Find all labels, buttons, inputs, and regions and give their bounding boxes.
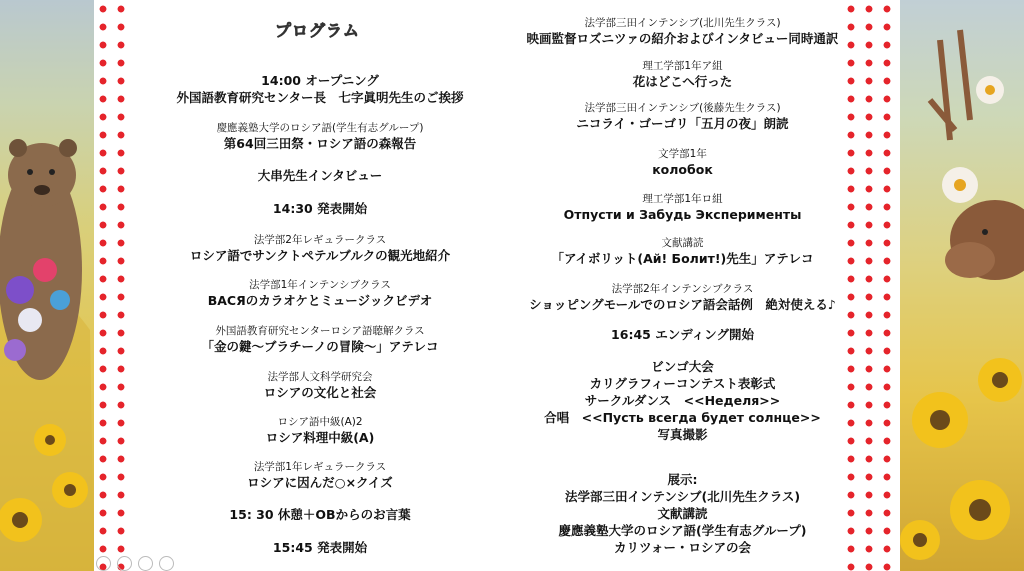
item-main: ロシア語でサンクトペテルブルクの観光地紹介 bbox=[189, 248, 451, 263]
list-item bbox=[505, 236, 860, 267]
item-main: 16:45 エンディング開始 bbox=[611, 327, 754, 342]
left-dot-border bbox=[94, 0, 130, 571]
item-sub: 法学部人文科学研究会 bbox=[267, 371, 373, 383]
item-main: 15:45 発表開始 bbox=[272, 540, 368, 555]
item-main: 14:00 オープニング bbox=[261, 73, 379, 88]
item-main: 映画監督ロズニツァの紹介およびインタビュー同時通訳 bbox=[526, 31, 839, 46]
item-main: BACЯのカラオケとミュージックビデオ bbox=[207, 293, 433, 308]
list-item bbox=[505, 471, 860, 556]
item-sub: 慶應義塾大学のロシア語(学生有志グループ) bbox=[216, 122, 424, 134]
item-sub: 法学部1年レギュラークラス bbox=[253, 461, 387, 473]
item-main: 写真撮影 bbox=[657, 427, 708, 442]
item-sub: 法学部三田インテンシブ(北川先生クラス) bbox=[584, 17, 781, 29]
list-item bbox=[140, 233, 500, 264]
item-sub: 法学部三田インテンシブ(後藤先生クラス) bbox=[584, 102, 781, 114]
item-main: колобок bbox=[652, 162, 713, 177]
list-item bbox=[140, 460, 500, 491]
list-item bbox=[140, 415, 500, 446]
list-item bbox=[505, 358, 860, 443]
right-illustration-deer bbox=[900, 0, 1024, 571]
item-main: カリツォー・ロシアの会 bbox=[613, 540, 751, 555]
pen-icon[interactable] bbox=[117, 556, 132, 571]
list-item bbox=[505, 326, 860, 343]
item-main: 花はどこへ行った bbox=[632, 74, 733, 89]
item-main: Отпусти и Забудь Эксперименты bbox=[563, 207, 802, 222]
item-main: 文献講読 bbox=[657, 506, 708, 521]
item-main: 「金の鍵〜ブラチーノの冒険〜」アテレコ bbox=[201, 339, 439, 354]
item-sub: 法学部2年インテンシブクラス bbox=[611, 283, 754, 295]
list-item bbox=[505, 192, 860, 223]
item-main: 「アイボリット(Ай! Болит!)先生」アテレコ bbox=[551, 251, 814, 266]
item-main: ロシアの文化と社会 bbox=[263, 385, 377, 400]
bear-illustration bbox=[0, 0, 94, 571]
list-item bbox=[140, 278, 500, 309]
list-item bbox=[140, 506, 500, 523]
item-main: 15: 30 休憩＋OBからのお言葉 bbox=[229, 507, 411, 522]
item-main: 14:30 発表開始 bbox=[272, 201, 368, 216]
item-main: 合唱 <<Пусть всегда будет солнце>> bbox=[544, 410, 821, 425]
program-title: プログラム bbox=[275, 21, 360, 40]
list-item bbox=[140, 200, 500, 217]
item-main: 第64回三田祭・ロシア語の森報告 bbox=[223, 136, 417, 151]
item-sub: 理工学部1年ア組 bbox=[642, 60, 723, 72]
list-item bbox=[140, 539, 500, 556]
item-main: 大串先生インタビュー bbox=[257, 168, 383, 183]
item-main: 慶應義塾大学のロシア語(学生有志グループ) bbox=[558, 523, 807, 538]
item-main: 法学部三田インテンシブ(北川先生クラス) bbox=[564, 489, 801, 504]
list-item bbox=[140, 370, 500, 401]
list-item bbox=[505, 282, 860, 313]
list-item bbox=[505, 147, 860, 178]
list-item bbox=[505, 101, 860, 132]
view-icon[interactable] bbox=[138, 556, 153, 571]
item-main: カリグラフィーコンテスト表彰式 bbox=[589, 376, 776, 391]
left-illustration-bear bbox=[0, 0, 94, 571]
item-main: 外国語教育研究センター長 七字眞明先生のご挨拶 bbox=[176, 90, 464, 105]
slide-toolbar bbox=[96, 556, 174, 571]
item-main: サークルダンス <<Неделя>> bbox=[584, 393, 781, 408]
list-item bbox=[140, 167, 500, 184]
prev-slide-icon[interactable] bbox=[96, 556, 111, 571]
item-sub: 法学部2年レギュラークラス bbox=[253, 234, 387, 246]
item-sub: 文献講読 bbox=[661, 237, 704, 249]
item-sub: 外国語教育研究センターロシア語聴解クラス bbox=[215, 325, 425, 337]
item-sub: ロシア語中級(A)2 bbox=[277, 416, 363, 428]
item-main: ロシアに因んだ○×クイズ bbox=[247, 475, 393, 490]
item-sub: 理工学部1年ロ組 bbox=[642, 193, 723, 205]
list-item bbox=[140, 121, 500, 152]
item-sub: 文学部1年 bbox=[658, 148, 707, 160]
list-item bbox=[140, 72, 500, 106]
more-icon[interactable] bbox=[159, 556, 174, 571]
item-main: 展示: bbox=[667, 472, 698, 487]
item-main: ショッピングモールでのロシア語会話例 絶対使える♪ bbox=[529, 297, 836, 312]
item-main: ビンゴ大会 bbox=[651, 359, 714, 374]
deer-illustration bbox=[900, 0, 1024, 571]
item-main: ニコライ・ゴーゴリ「五月の夜」朗読 bbox=[576, 116, 789, 131]
list-item bbox=[140, 324, 500, 355]
list-item bbox=[505, 16, 860, 47]
item-main: ロシア料理中級(A) bbox=[265, 430, 375, 445]
list-item bbox=[505, 59, 860, 90]
item-sub: 法学部1年インテンシブクラス bbox=[249, 279, 391, 291]
